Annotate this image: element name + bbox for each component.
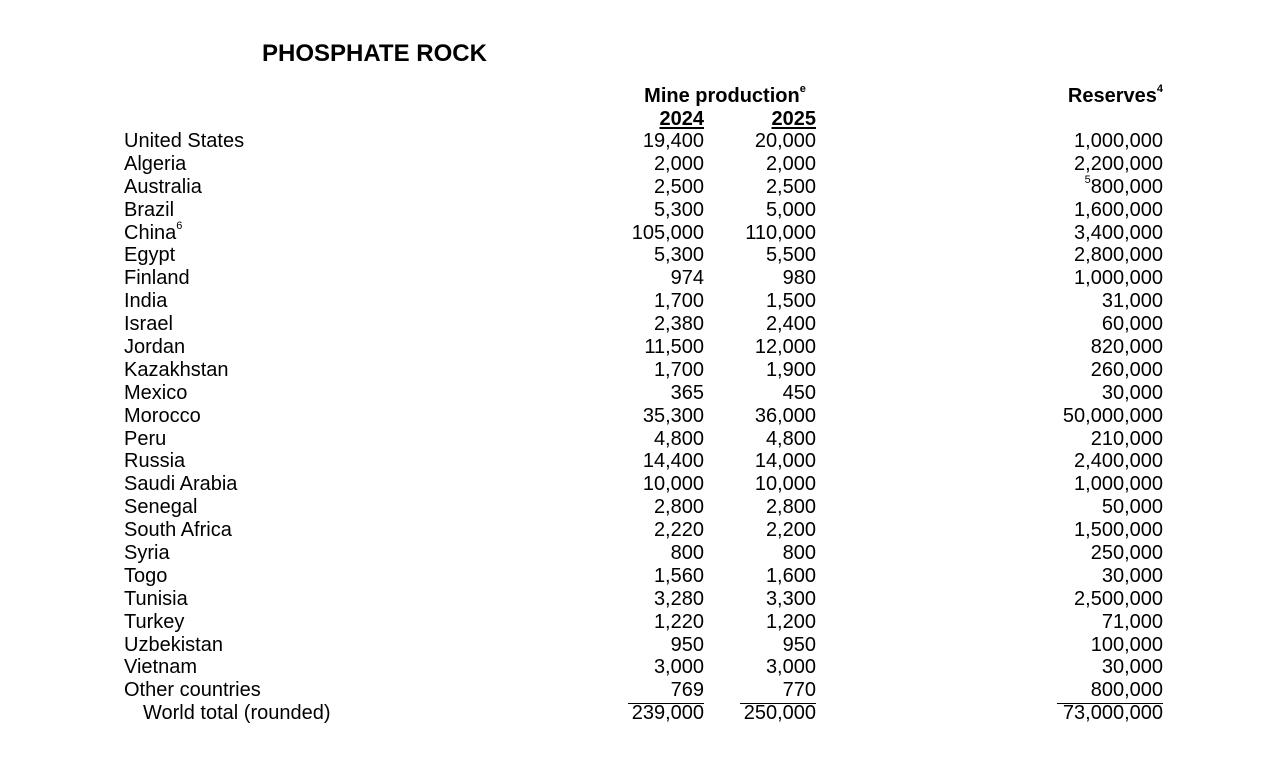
- reserves-cell: [1023, 634, 1163, 657]
- country-name: Vietnam: [124, 656, 198, 679]
- table-row: [0, 588, 1266, 611]
- country-name: Algeria: [124, 152, 187, 175]
- total-2025-cell: 250,000: [743, 702, 816, 725]
- production-2024-cell: 2,800: [653, 496, 704, 519]
- production-2024-cell: 950: [670, 633, 704, 656]
- production-2025-cell: 450: [782, 381, 816, 404]
- production-2024-cell: 2,380: [653, 313, 704, 336]
- production-2025-cell: 12,000: [754, 336, 816, 359]
- table-row: [0, 519, 1266, 542]
- country-cell: [124, 382, 187, 405]
- reserves-value: 260,000: [1090, 358, 1163, 381]
- country-footnote-marker: 6: [176, 219, 183, 232]
- table-row: [0, 219, 1266, 245]
- reserves-value: 30,000: [1101, 656, 1163, 679]
- production-2024-cell: 19,400: [642, 130, 704, 152]
- reserves-value: 30,000: [1101, 381, 1163, 404]
- production-2025-cell: 980: [782, 267, 816, 290]
- country-cell: [124, 542, 170, 565]
- reserves-value-footnote-marker: 5: [1084, 174, 1091, 187]
- country-cell: [124, 450, 185, 473]
- country-cell: [124, 313, 173, 336]
- production-2024-cell: 974: [670, 267, 704, 290]
- country-cell: [124, 565, 167, 588]
- country-name: Brazil: [124, 198, 175, 221]
- country-name: Togo: [124, 564, 168, 587]
- country-name: Peru: [124, 427, 167, 450]
- country-name: Other countries: [124, 679, 261, 702]
- country-name: Tunisia: [124, 587, 188, 610]
- reserves-value: 1,600,000: [1074, 198, 1163, 221]
- table-row: [0, 130, 1266, 153]
- production-2025-cell: 2,200: [765, 519, 816, 542]
- production-2024-cell: 10,000: [642, 473, 704, 496]
- production-2024-cell: 35,300: [642, 404, 704, 427]
- mine-production-label: Mine production: [644, 85, 800, 107]
- reserves-cell: [1023, 611, 1163, 634]
- production-2025-cell: 1,500: [765, 290, 816, 313]
- table-row: [0, 313, 1266, 336]
- country-cell: [124, 130, 244, 153]
- production-2024-cell: 11,500: [644, 336, 704, 359]
- total-reserves-cell: 73,000,000: [1062, 702, 1163, 725]
- country-name: Turkey: [124, 610, 185, 633]
- table-row: [0, 199, 1266, 222]
- year-2024-header: 2024: [659, 108, 704, 130]
- production-2025-cell: 1,600: [765, 564, 816, 587]
- reserves-cell: [1023, 176, 1163, 199]
- country-cell: [124, 496, 197, 519]
- table-row: [0, 359, 1266, 382]
- production-2024-cell: 1,220: [653, 610, 704, 633]
- table-row: [0, 473, 1266, 496]
- reserves-cell: [1023, 290, 1163, 313]
- reserves-value: 800,000: [1090, 679, 1163, 702]
- table-row: [0, 176, 1266, 199]
- reserves-cell: [1023, 565, 1163, 588]
- reserves-value: 800,000: [1090, 175, 1163, 198]
- reserves-value: 820,000: [1090, 336, 1163, 359]
- production-2024-cell: 800: [670, 542, 704, 565]
- production-2025-cell: 800: [782, 542, 816, 565]
- reserves-cell: [1023, 382, 1163, 405]
- country-cell: [124, 153, 186, 176]
- country-cell: [124, 519, 232, 542]
- reserves-cell: [1023, 153, 1163, 176]
- country-cell: [124, 656, 197, 679]
- reserves-value: 50,000: [1101, 496, 1163, 519]
- country-name: India: [124, 290, 168, 313]
- year-2025-header: 2025: [771, 108, 816, 130]
- reserves-cell: [1023, 313, 1163, 336]
- country-name: Senegal: [124, 496, 198, 519]
- country-name: Finland: [124, 267, 190, 290]
- country-cell: [124, 219, 183, 245]
- table-row: [0, 565, 1266, 588]
- production-2024-cell: 5,300: [653, 244, 704, 267]
- reserves-value: 210,000: [1090, 427, 1163, 450]
- country-cell: [124, 634, 223, 657]
- production-2025-cell: 10,000: [754, 473, 816, 496]
- production-2024-cell: 5,300: [653, 198, 704, 221]
- country-cell: [124, 336, 185, 359]
- country-cell: [124, 588, 188, 611]
- country-name: Uzbekistan: [124, 633, 223, 656]
- reserves-value: 250,000: [1090, 542, 1163, 565]
- production-2024-cell: 365: [670, 381, 704, 404]
- total-2024-cell: 239,000: [631, 702, 704, 725]
- production-2024-cell: 1,700: [653, 290, 704, 313]
- production-2025-cell: 2,400: [765, 313, 816, 336]
- production-2025-cell: 3,000: [765, 656, 816, 679]
- table-row: [0, 382, 1266, 405]
- mine-production-header: [600, 85, 850, 108]
- reserves-cell: [1023, 428, 1163, 451]
- reserves-value: 2,400,000: [1074, 450, 1163, 473]
- reserves-cell: [1023, 519, 1163, 542]
- table-row: [0, 496, 1266, 519]
- production-2024-cell: 2,220: [653, 519, 704, 542]
- production-2025-cell: 770: [782, 679, 816, 702]
- production-2024-cell: 2,000: [653, 152, 704, 175]
- reserves-value: 1,000,000: [1074, 473, 1163, 496]
- reserves-cell: [1023, 222, 1163, 245]
- production-2025-cell: 950: [782, 633, 816, 656]
- country-name: South Africa: [124, 519, 232, 542]
- reserves-cell: [1023, 450, 1163, 473]
- reserves-cell: [1023, 244, 1163, 267]
- total-rule-reserves: [1057, 703, 1163, 704]
- reserves-cell: [1023, 130, 1163, 153]
- table-row: [0, 153, 1266, 176]
- production-2024-cell: 4,800: [653, 427, 704, 450]
- country-cell: [124, 428, 166, 451]
- production-2024-cell: 1,560: [653, 564, 704, 587]
- country-name: Mexico: [124, 381, 188, 404]
- reserves-cell: [1023, 359, 1163, 382]
- production-2025-cell: 4,800: [765, 427, 816, 450]
- total-row: [0, 702, 1266, 725]
- country-cell: [124, 405, 201, 428]
- country-cell: [124, 199, 174, 222]
- estimated-footnote-marker: e: [799, 83, 806, 96]
- reserves-cell: [1023, 542, 1163, 565]
- country-name: Australia: [124, 175, 202, 198]
- reserves-label: Reserves: [1067, 85, 1157, 107]
- reserves-value: 3,400,000: [1074, 221, 1163, 244]
- country-name: Kazakhstan: [124, 358, 229, 381]
- production-2025-cell: 2,000: [765, 152, 816, 175]
- table-row: [0, 267, 1266, 290]
- reserves-value: 31,000: [1101, 290, 1163, 313]
- production-2024-cell: 769: [670, 679, 704, 702]
- country-cell: [124, 267, 190, 290]
- reserves-value: 1,500,000: [1074, 519, 1163, 542]
- production-2025-cell: 36,000: [754, 404, 816, 427]
- reserves-cell: [1023, 199, 1163, 222]
- table-row: [0, 656, 1266, 679]
- reserves-cell: [1023, 267, 1163, 290]
- country-cell: [124, 611, 184, 634]
- country-name: Jordan: [124, 336, 186, 359]
- production-2025-cell: 1,200: [765, 610, 816, 633]
- total-rule-2025: [740, 703, 816, 704]
- country-name: China: [124, 221, 177, 244]
- reserves-value: 100,000: [1090, 633, 1163, 656]
- country-name: Egypt: [124, 244, 176, 267]
- country-cell: [124, 176, 202, 199]
- reserves-cell: [1023, 656, 1163, 679]
- table-row: [0, 336, 1266, 359]
- production-2024-cell: 3,000: [653, 656, 704, 679]
- reserves-value: 2,800,000: [1074, 244, 1163, 267]
- production-2025-cell: 5,000: [765, 198, 816, 221]
- production-2025-cell: 1,900: [765, 358, 816, 381]
- table-row: [0, 428, 1266, 451]
- production-2025-cell: 2,500: [765, 175, 816, 198]
- reserves-header: [1068, 85, 1163, 108]
- production-2024-cell: 3,280: [653, 587, 704, 610]
- country-cell: [124, 290, 167, 313]
- country-name: Saudi Arabia: [124, 473, 238, 496]
- reserves-value: 50,000,000: [1062, 404, 1163, 427]
- country-name: Morocco: [124, 404, 201, 427]
- total-rule-2024: [628, 703, 704, 704]
- production-2025-cell: 5,500: [765, 244, 816, 267]
- country-name: Syria: [124, 542, 170, 565]
- country-cell: [124, 359, 229, 382]
- production-2024-cell: 14,400: [642, 450, 704, 473]
- reserves-value: 30,000: [1101, 564, 1163, 587]
- reserves-value: 2,200,000: [1074, 152, 1163, 175]
- total-label: World total (rounded): [143, 702, 331, 725]
- data-table: [0, 130, 1266, 725]
- reserves-cell: [1023, 496, 1163, 519]
- production-2025-cell: 2,800: [765, 496, 816, 519]
- table-row: [0, 290, 1266, 313]
- production-2025-cell: 14,000: [754, 450, 816, 473]
- reserves-value: 1,000,000: [1074, 130, 1163, 152]
- reserves-value: 60,000: [1101, 313, 1163, 336]
- reserves-cell: [1023, 679, 1163, 702]
- table-row: [0, 634, 1266, 657]
- reserves-cell: [1023, 473, 1163, 496]
- country-name: United States: [124, 130, 245, 152]
- production-2024-cell: 1,700: [653, 358, 704, 381]
- table-row: [0, 679, 1266, 702]
- reserves-value: 1,000,000: [1074, 267, 1163, 290]
- production-2025-cell: 110,000: [745, 221, 816, 244]
- production-2025-cell: 3,300: [765, 587, 816, 610]
- country-name: Russia: [124, 450, 186, 473]
- table-row: [0, 405, 1266, 428]
- table-row: [0, 450, 1266, 473]
- page-title: PHOSPHATE ROCK: [262, 40, 487, 67]
- production-2024-cell: 2,500: [653, 175, 704, 198]
- table-row: [0, 611, 1266, 634]
- production-2025-cell: 20,000: [754, 130, 816, 152]
- table-row: [0, 244, 1266, 267]
- country-cell: [124, 679, 261, 702]
- country-cell: [124, 473, 237, 496]
- reserves-value: 71,000: [1101, 610, 1163, 633]
- reserves-cell: [1023, 588, 1163, 611]
- reserves-value: 2,500,000: [1074, 587, 1163, 610]
- production-2024-cell: 105,000: [631, 221, 704, 244]
- reserves-footnote-marker: 4: [1156, 83, 1163, 96]
- reserves-cell: [1023, 336, 1163, 359]
- reserves-cell: [1023, 405, 1163, 428]
- country-cell: [124, 244, 175, 267]
- table-row: [0, 542, 1266, 565]
- country-name: Israel: [124, 313, 173, 336]
